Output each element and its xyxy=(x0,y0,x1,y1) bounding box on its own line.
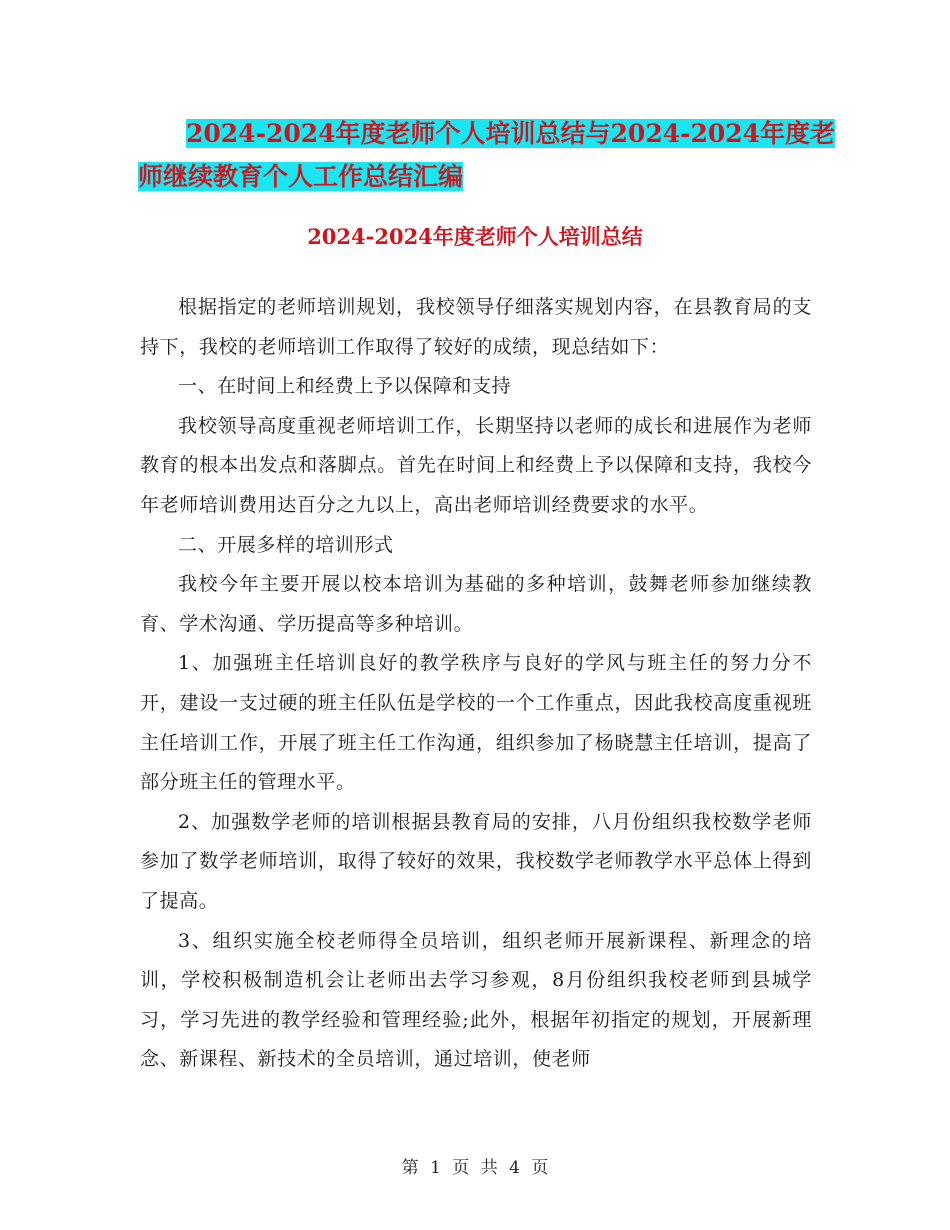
document-title-line-1-text: 2024-2024年度老师个人培训总结与2024-2024年度老 xyxy=(186,119,836,148)
paragraph-item-3: 3、组织实施全校老师得全员培训，组织老师开展新课程、新理念的培训，学校积极制造机会让老师出去学习参观，8月份组织我校老师到县城学习，学习先进的教学经验和管理经验;此外，根据年初指定的规划，开展新理念、新课程、新技术的全员培训，通过培训，使老师 xyxy=(140,929,812,1071)
paragraph-support: 我校领导高度重视老师培训工作，长期坚持以老师的成长和进展作为老师教育的根本出发点和落脚点。首先在时间上和经费上予以保障和支持，我校今年老师培训费用达百分之九以上，高出老师培训经费要求的水平。 xyxy=(140,414,812,516)
document-title-line-2-text: 师继续教育个人工作总结汇编 xyxy=(138,162,464,191)
document-title-line-1 xyxy=(138,112,836,155)
paragraph-training-forms: 我校今年主要开展以校本培训为基础的多种培训，鼓舞老师参加继续教育、学术沟通、学历提高等多种培训。 xyxy=(140,573,812,635)
document-body xyxy=(140,288,812,1080)
document-title xyxy=(138,112,836,198)
paragraph-item-1: 1、加强班主任培训良好的教学秩序与良好的学风与班主任的努力分不开，建设一支过硬的班主任队伍是学校的一个工作重点，因此我校高度重视班主任培训工作，开展了班主任工作沟通，组织参加了杨晓慧主任培训，提高了部分班主任的管理水平。 xyxy=(140,652,812,794)
paragraph-intro: 根据指定的老师培训规划，我校领导仔细落实规划内容，在县教育局的支持下，我校的老师培训工作取得了较好的成绩，现总结如下： xyxy=(140,296,812,358)
page-footer: 第 1 页 共 4 页 xyxy=(401,1158,549,1178)
paragraph-heading-1: 一、在时间上和经费上予以保障和支持 xyxy=(178,375,512,398)
paragraph-heading-2: 二、开展多样的培训形式 xyxy=(178,533,394,556)
paragraph-item-2: 2、加强数学老师的培训根据县教育局的安排，八月份组织我校数学老师参加了数学老师培训，取得了较好的效果，我校数学老师教学水平总体上得到了提高。 xyxy=(140,810,812,912)
document-title-line-2 xyxy=(138,155,463,198)
section-heading: 2024-2024年度老师个人培训总结 xyxy=(307,224,643,249)
